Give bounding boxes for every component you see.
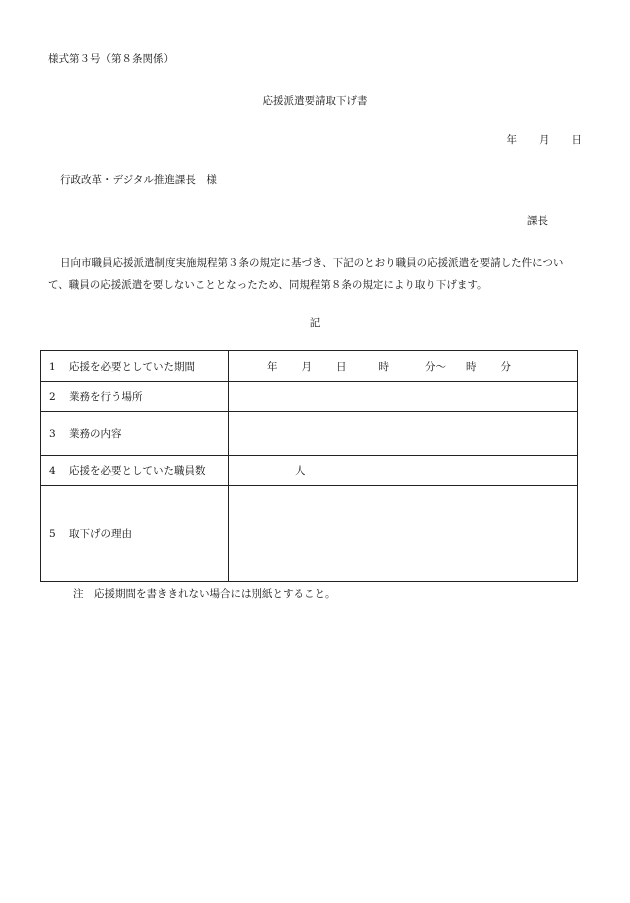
items-table xyxy=(40,350,578,582)
document-title: 応援派遣要請取下げ書 xyxy=(262,95,368,107)
table-row xyxy=(41,486,578,582)
table-row xyxy=(41,412,578,456)
ki-heading: 記 xyxy=(309,317,321,329)
staff-count-value[interactable]: 人 xyxy=(229,456,578,486)
table-row xyxy=(41,382,578,412)
sender-title: 課長 xyxy=(527,215,548,227)
location-value[interactable] xyxy=(229,382,578,412)
table-row xyxy=(41,351,578,382)
content-value[interactable] xyxy=(229,412,578,456)
item-label: 1 応援を必要としていた期間 xyxy=(41,351,229,382)
date-line xyxy=(507,132,583,147)
form-number: 様式第３号（第８条関係） xyxy=(48,53,174,65)
reason-value[interactable] xyxy=(229,486,578,582)
period-value[interactable]: 年 月 日 時 分～ 時 分 xyxy=(229,351,578,382)
item-label: 4 応援を必要としていた職員数 xyxy=(41,456,229,486)
date-year: 年 xyxy=(506,134,517,146)
item-label: 5 取下げの理由 xyxy=(41,486,229,582)
footnote: 注 応援期間を書ききれない場合には別紙とすること。 xyxy=(73,588,336,600)
body-text: 日向市職員応援派遣制度実施規程第３条の規定に基づき、下記のとおり職員の応援派遣を要請した件について、職員の応援派遣を要しないこととなったため、同規程第８条の規定により取り下げます。 xyxy=(48,257,564,291)
addressee: 行政改革・デジタル推進課長 様 xyxy=(60,174,217,186)
date-month: 月 xyxy=(539,134,550,146)
table-row xyxy=(41,456,578,486)
date-day: 日 xyxy=(571,134,582,146)
item-label: 3 業務の内容 xyxy=(41,412,229,456)
item-label: 2 業務を行う場所 xyxy=(41,382,229,412)
